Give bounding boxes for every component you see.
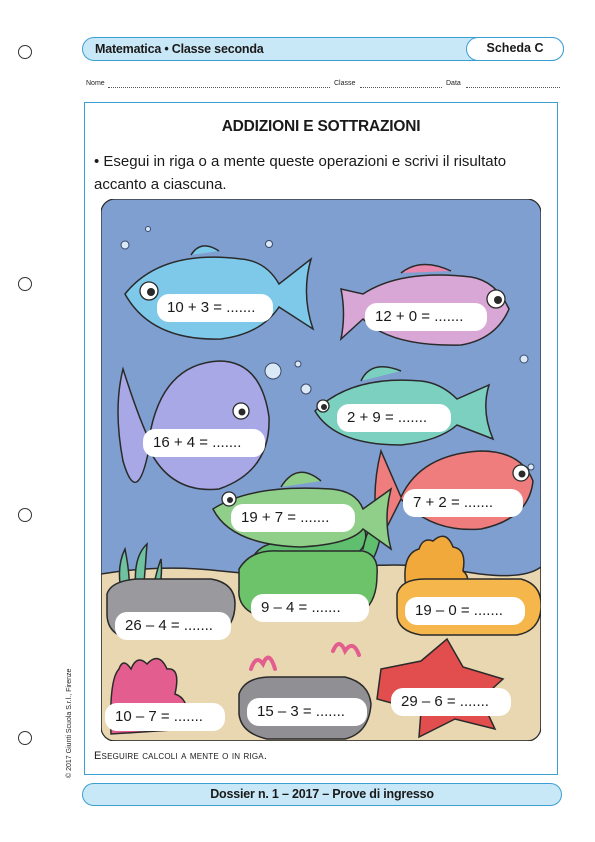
footer-bar: Dossier n. 1 – 2017 – Prove di ingresso	[82, 783, 562, 806]
copyright-text: © 2017 Giunti Scuola S.r.l., Firenze	[66, 668, 73, 778]
aquarium-drawing	[101, 199, 541, 741]
page-title: ADDIZIONI E SOTTRAZIONI	[221, 118, 421, 135]
name-field[interactable]	[108, 87, 330, 88]
name-label: Nome	[86, 80, 105, 87]
operation-box[interactable]: 12 + 0 = .......	[365, 303, 487, 331]
date-field[interactable]	[466, 87, 560, 88]
header-bar	[82, 37, 564, 61]
instruction-text: • Esegui in riga o a mente queste operazioni e scrivi il risultato accanto a ciascuna.	[94, 153, 507, 193]
operation-box[interactable]: 26 – 4 = .......	[115, 612, 231, 640]
operation-box[interactable]: 10 – 7 = .......	[105, 703, 225, 731]
operation-box[interactable]: 9 – 4 = .......	[251, 594, 369, 622]
operation-box[interactable]: 19 + 7 = .......	[231, 504, 355, 532]
binder-hole-1	[18, 45, 32, 59]
class-label: Classe	[334, 80, 356, 87]
binder-hole-2	[18, 277, 32, 291]
footer-note: Eseguire calcoli a mente o in riga.	[94, 750, 268, 762]
date-label: Data	[446, 80, 461, 87]
sheet-label: Scheda C	[466, 37, 564, 61]
operation-box[interactable]: 2 + 9 = .......	[337, 404, 451, 432]
operation-box[interactable]: 10 + 3 = .......	[157, 294, 273, 322]
operation-box[interactable]: 15 – 3 = .......	[247, 698, 367, 726]
operation-box[interactable]: 7 + 2 = .......	[403, 489, 523, 517]
operation-box[interactable]: 19 – 0 = .......	[405, 597, 525, 625]
operation-box[interactable]: 29 – 6 = .......	[391, 688, 511, 716]
subject-title: Matematica • Classe seconda	[95, 42, 264, 56]
aquarium-illustration	[101, 199, 541, 741]
binder-hole-3	[18, 508, 32, 522]
class-field[interactable]	[360, 87, 442, 88]
operation-box[interactable]: 16 + 4 = .......	[143, 429, 265, 457]
binder-hole-4	[18, 731, 32, 745]
